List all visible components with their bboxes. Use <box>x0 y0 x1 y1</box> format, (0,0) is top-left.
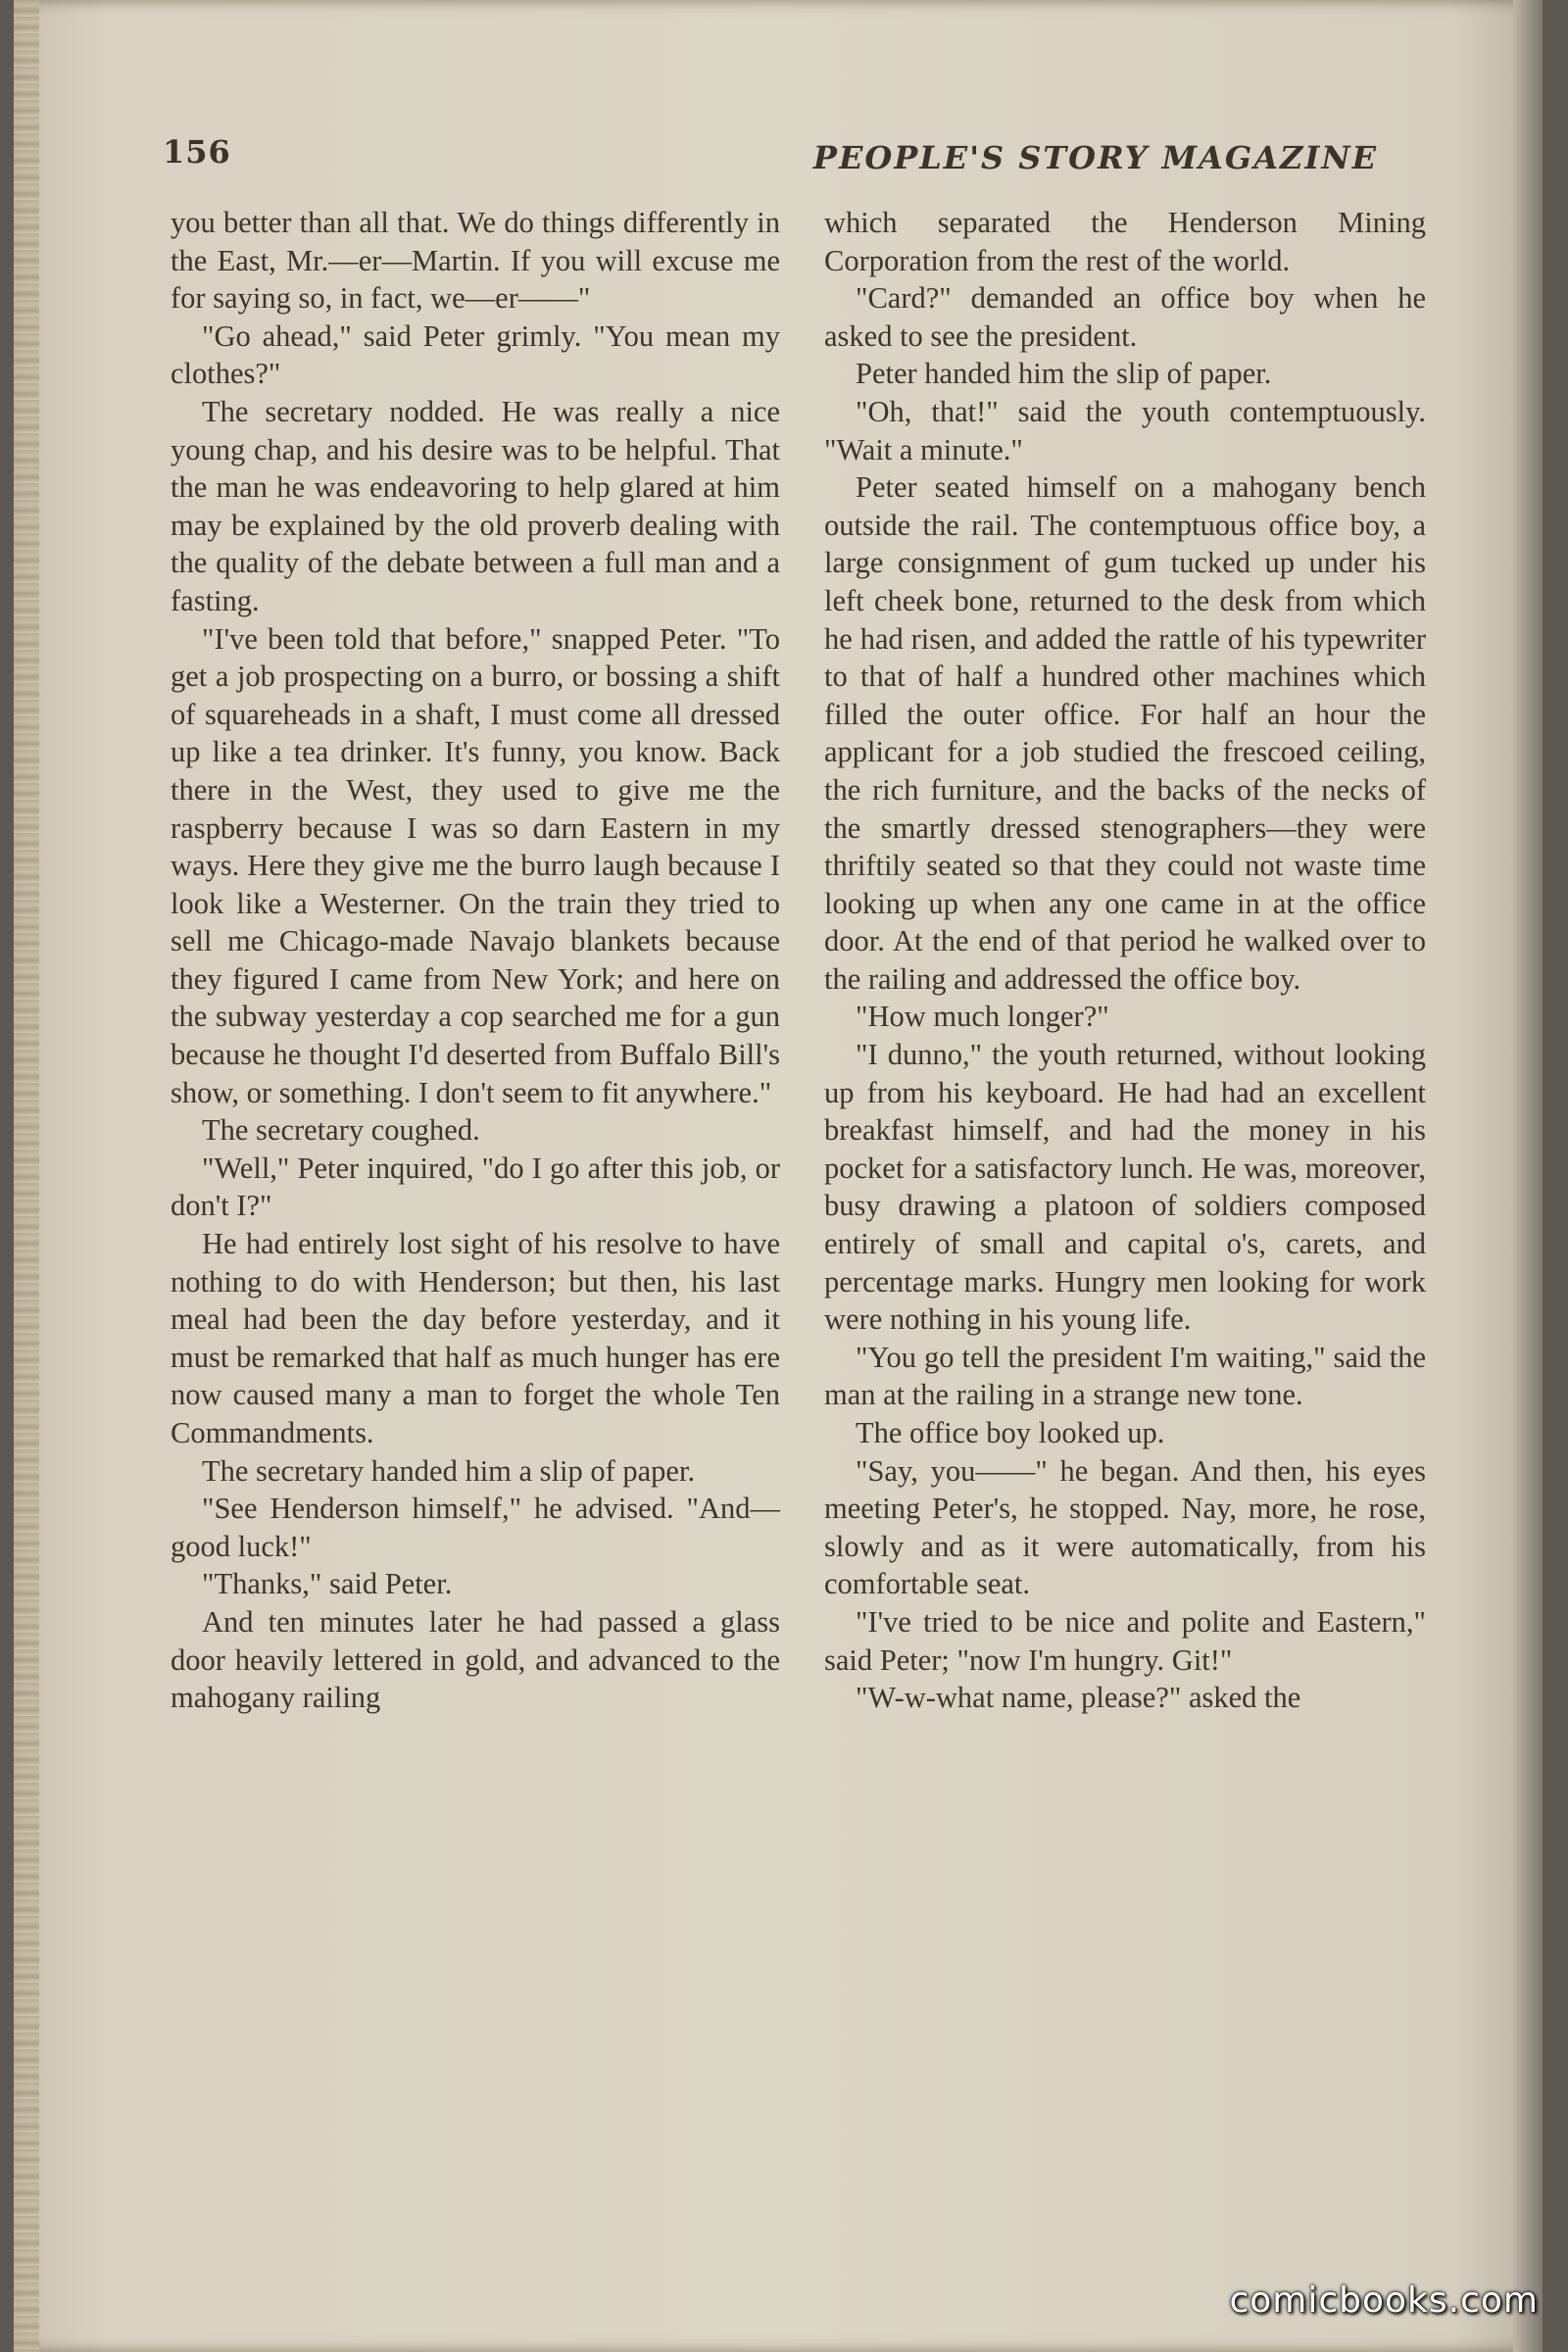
page-right-edge <box>1513 0 1543 2352</box>
page-number: 156 <box>163 133 231 171</box>
page-spine-edge <box>14 0 39 2352</box>
paragraph: "I dunno," the youth returned, without looking up from his keyboard. He had had an excellent breakfast himself, and had the money in his pocket for a satisfactory lunch. He was, moreover, busy drawing a platoon of soldiers composed entirely of small and capital o's, carets, and percentage marks. Hungry men looking for work were nothing in his young life. <box>824 1038 1426 1337</box>
paragraph: The secretary handed him a slip of paper. <box>202 1453 696 1488</box>
site-watermark: comicbooks.com <box>1229 2280 1539 2321</box>
left-text-column <box>171 204 780 1717</box>
paragraph: The secretary coughed. <box>202 1113 480 1148</box>
paragraph: And ten minutes later he had passed a glass door heavily lettered in gold, and advanced to the mahogany railing <box>171 1604 780 1715</box>
paragraph: Peter handed him the slip of paper. <box>856 357 1272 391</box>
paragraph: you better than all that. We do things differently in the East, Mr.—er—Martin. If you will excuse me for saying so, in fact, we—er——" <box>171 206 780 316</box>
paragraph: "Oh, that!" said the youth contemptuously. "Wait a minute." <box>824 394 1426 466</box>
paragraph: "Well," Peter inquired, "do I go after this job, or don't I?" <box>171 1151 780 1223</box>
paragraph: "See Henderson himself," he advised. "And—good luck!" <box>171 1492 780 1563</box>
paragraph: "Thanks," said Peter. <box>202 1567 453 1601</box>
right-text-column <box>824 204 1426 1717</box>
paragraph: "Say, you——" he began. And then, his eyes meeting Peter's, he stopped. Nay, more, he rose, slowly and as it were automatically, from his comfortable seat. <box>824 1453 1426 1601</box>
paragraph: "Card?" demanded an office boy when he asked to see the president. <box>824 281 1426 353</box>
running-head-title: PEOPLE'S STORY MAGAZINE <box>812 139 1378 176</box>
magazine-page <box>14 0 1543 2352</box>
paragraph: The secretary nodded. He was really a nice young chap, and his desire was to be helpful. That the man he was endeavoring to help glared at him may be explained by the old proverb dealing with the quality of the debate between a full man and a fasting. <box>171 394 780 617</box>
paragraph: "W-w-what name, please?" asked the <box>856 1681 1301 1715</box>
paragraph: He had entirely lost sight of his resolve to have nothing to do with Henderson; but then, his last meal had been the day before yesterday, and it must be remarked that half as much hunger has ere now caused many a man to forget the whole Ten Commandments. <box>171 1227 780 1449</box>
paragraph: Peter seated himself on a mahogany bench outside the rail. The contemptuous office boy, a large consignment of gum tucked up under his left cheek bone, returned to the desk from which he had risen, and added the rattle of his typewriter to that of half a hundred other machines which filled the outer office. For half an hour the applicant for a job studied the frescoed ceiling, the rich furniture, and the backs of the necks of the smartly dressed stenographers—they were thriftily seated so that they could not waste time looking up when any one came in at the office door. At the end of that period he walked over to the railing and addressed the office boy. <box>824 470 1426 996</box>
paragraph: "I've been told that before," snapped Peter. "To get a job prospecting on a burro, or bossing a shift of squareheads in a shaft, I must come all dressed up like a tea drinker. It's funny, you know. Back there in the West, they used to give me the raspberry because I was so darn Eastern in my ways. Here they give me the burro laugh because I look like a Westerner. On the train they tried to sell me Chicago-made Navajo blankets because they figured I came from New York; and here on the subway yesterday a cop searched me for a gun because he thought I'd deserted from Buffalo Bill's show, or something. I don't seem to fit anywhere." <box>171 621 780 1109</box>
paragraph: "How much longer?" <box>856 1000 1109 1034</box>
paragraph: "You go tell the president I'm waiting," said the man at the railing in a strange new tone. <box>824 1340 1426 1412</box>
paragraph: "I've tried to be nice and polite and Eastern," said Peter; "now I'm hungry. Git!" <box>824 1604 1426 1677</box>
paragraph: The office boy looked up. <box>856 1416 1165 1449</box>
paragraph: "Go ahead," said Peter grimly. "You mean my clothes?" <box>171 318 780 391</box>
paragraph: which separated the Henderson Mining Corporation from the rest of the world. <box>824 206 1426 277</box>
